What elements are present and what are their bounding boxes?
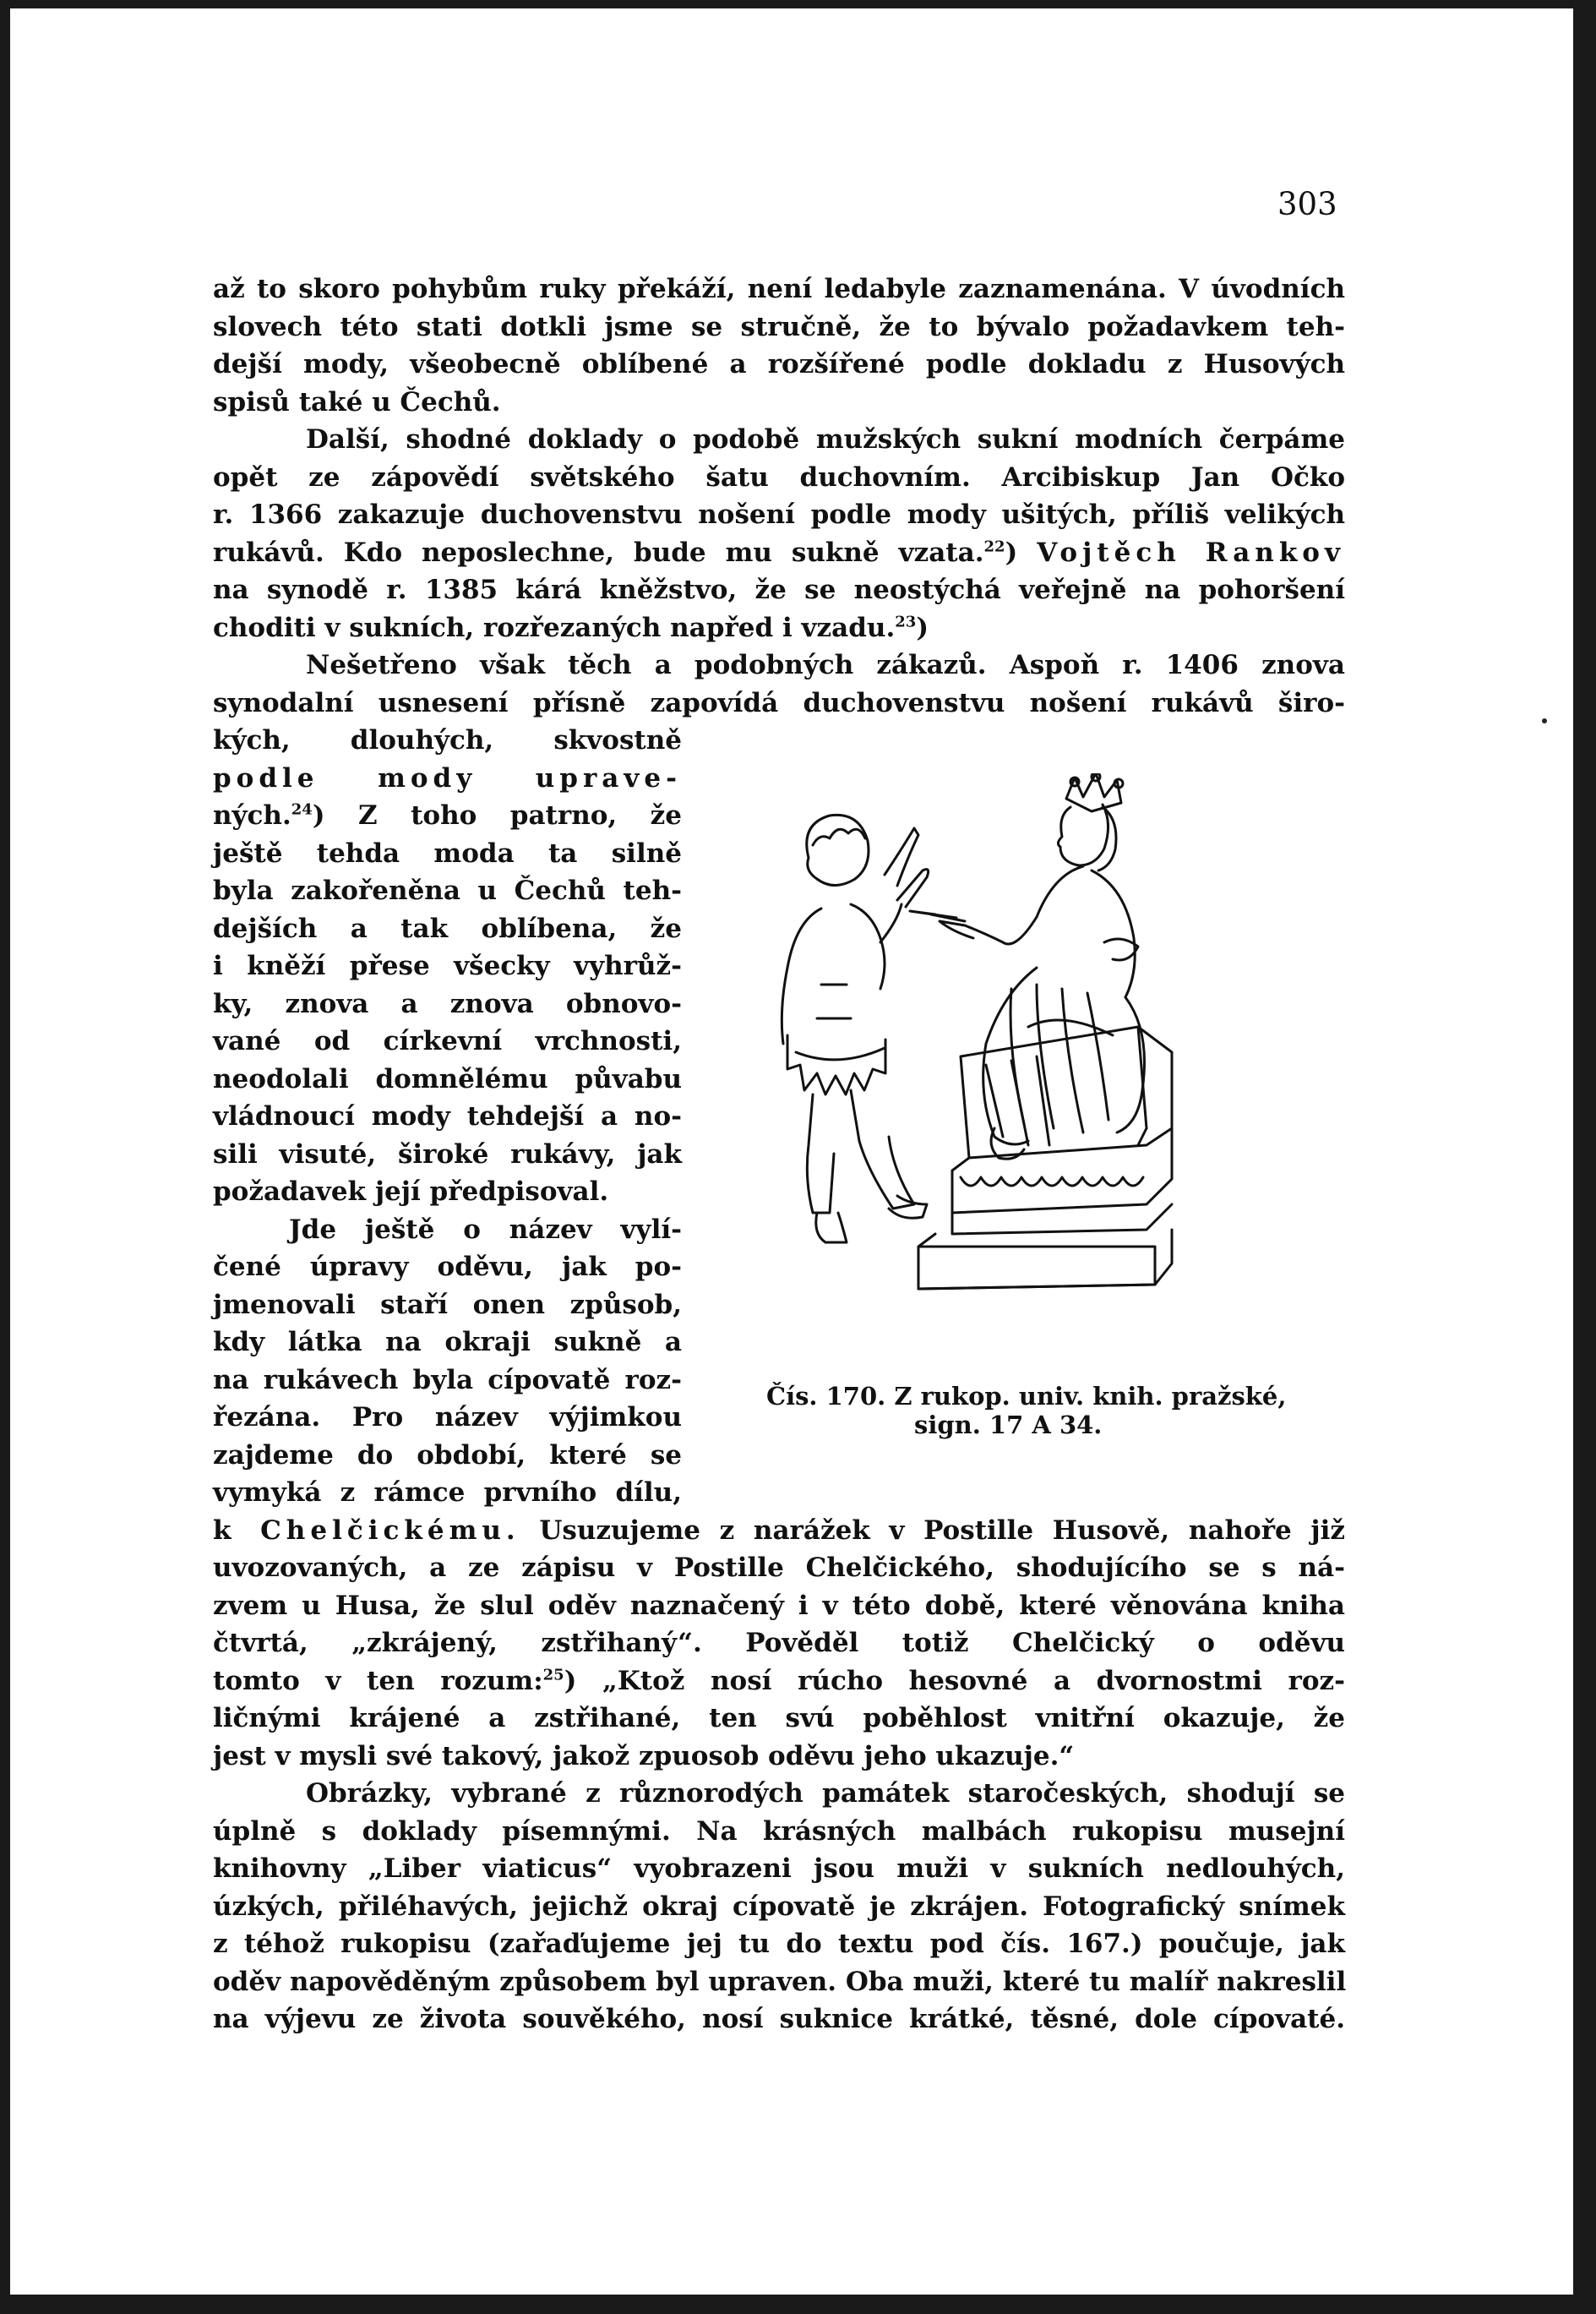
text-line: úzkých, přiléhavých, jejichž okraj cípovatě je zkrájen. Fotografický snímek <box>213 1891 1345 1922</box>
text-line: dejších a tak oblíbena, že <box>213 913 682 944</box>
text-line <box>213 609 1345 647</box>
footnote-ref: 23 <box>895 613 917 631</box>
text-segment: „Ktož nosí rúcho hesovné a dvornostmi roz- <box>602 1665 1346 1696</box>
figure-illustration <box>749 773 1290 1365</box>
text-line: až to skoro pohybům ruky překáží, není ledabyle zaznamenána. V úvodních <box>213 274 1345 304</box>
text-line: Nešetřeno však těch a podobných zákazů. Aspoň r. 1406 znova <box>306 650 1345 680</box>
text-line <box>213 534 1345 572</box>
edge-mark <box>1542 718 1547 723</box>
text-segment: ných. <box>213 800 291 831</box>
text-line: na výjevu ze života souvěkého, nosí suknice krátké, těsné, dole cípovaté. <box>213 2004 1345 2034</box>
text-segment: choditi v sukních, rozřezaných napřed i vzadu. <box>213 612 896 643</box>
text-line: jest v mysli své takový, jakož zpuosob oděvu jeho ukazuje.“ <box>213 1740 1075 1771</box>
footnote-ref: 22 <box>983 538 1005 556</box>
text-line: byla zakořeněna u Čechů teh- <box>213 876 682 906</box>
text-line: spisů také u Čechů. <box>213 386 501 418</box>
text-line: r. 1366 zakazuje duchovenstvu nošení podle mody ušitých, příliš velikých <box>213 499 1345 530</box>
text-line: čené úpravy oděvu, jak po- <box>213 1252 682 1282</box>
footnote-ref: 24 <box>291 800 313 819</box>
text-segment: Usuzujeme z narážek v Postille Husově, nahoře již <box>539 1514 1345 1546</box>
text-line: knihovny „Liber viaticus“ vyobrazeni jsou muži v sukních nedlouhých, <box>213 1853 1345 1884</box>
text-line: synodalní usnesení přísně zapovídá duchovenstvu nošení rukávů širo- <box>213 687 1345 718</box>
text-line: na synodě r. 1385 kárá kněžstvo, že se neostýchá veřejně na pohoršení <box>213 575 1345 605</box>
text-line: Jde ještě o název vylí- <box>289 1214 682 1245</box>
text-line: požadavek její předpisoval. <box>213 1176 609 1207</box>
text-line: slovech této stati dotkli jsme se stručně, že to bývalo požadavkem teh- <box>213 311 1345 342</box>
text-line: ky, znova a znova obnovo- <box>213 988 682 1019</box>
king-and-youth-drawing <box>749 773 1290 1365</box>
page <box>10 8 1573 2295</box>
text-line: jmenovali staří onen způsob, <box>213 1289 682 1320</box>
text-line <box>213 1512 1345 1550</box>
page-number: 303 <box>1277 186 1337 222</box>
text-line: opět ze zápovědí světského šatu duchovním. Arcibiskup Jan Očko <box>213 461 1345 493</box>
caption-line: Čís. 170. Z rukop. univ. knih. pražské, <box>766 1382 1287 1411</box>
text-line: vládnoucí mody tehdejší a no- <box>213 1101 682 1132</box>
text-line: ještě tehda moda ta silně <box>213 838 682 869</box>
text-line: neodolali domnělému půvabu <box>213 1063 682 1094</box>
text-segment: tomto v ten rozum: <box>213 1665 543 1696</box>
paren: ) <box>916 612 929 643</box>
text-segment: Z toho patrno, že <box>357 800 683 831</box>
text-line: uvozovaných, a ze zápisu v Postille Chelčického, shodujícího se s ná- <box>213 1553 1345 1583</box>
text-line: dejší mody, všeobecně oblíbené a rozšířené podle dokladu z Husových <box>213 349 1345 379</box>
paren: ) <box>1005 537 1018 568</box>
text-line: sili visuté, široké rukávy, jak <box>213 1138 682 1170</box>
text-line <box>213 1662 1345 1700</box>
paren: ) <box>312 800 325 831</box>
text-line: podle mody uprave- <box>213 762 682 794</box>
text-line: Obrázky, vybrané z různorodých památek staročeských, shodují se <box>306 1778 1345 1809</box>
text-line: vané od církevní vrchnosti, <box>213 1026 682 1056</box>
text-line: kých, dlouhých, skvostně <box>213 725 682 756</box>
text-line: oděv napověděným způsobem byl upraven. Oba muži, které tu malíř nakreslil <box>213 1966 1347 1997</box>
text-line: čtvrtá, „zkrájený, zstřihaný“. Pověděl totiž Chelčický o oděvu <box>213 1628 1345 1658</box>
footnote-ref: 25 <box>542 1666 564 1684</box>
text-line: i kněží přese všecky vyhrůž- <box>213 951 682 981</box>
spaced-name: Vojtěch Rankov <box>1037 537 1345 568</box>
spaced-name: k Chelčickému. <box>213 1514 520 1546</box>
figure-caption <box>766 1382 1341 1439</box>
text-line: vymyká z rámce prvního dílu, <box>213 1477 682 1508</box>
text-line: na rukávech byla cípovatě roz- <box>213 1364 682 1395</box>
caption-line: sign. 17 A 34. <box>914 1411 1103 1439</box>
text-segment: rukávů. Kdo neposlechne, bude mu sukně vzata. <box>213 537 984 568</box>
text-line: zvem u Husa, že slul oděv naznačený i v této době, které věnována kniha <box>213 1590 1345 1621</box>
text-line: Další, shodné doklady o podobě mužských sukní modních čerpáme <box>306 424 1345 455</box>
paren: ) <box>564 1665 577 1696</box>
text-line: ličnými krájené a zstřihané, ten svú poběhlost vnitřní okazuje, že <box>213 1703 1345 1733</box>
text-line: kdy látka na okraji sukně a <box>213 1327 682 1357</box>
text-line: z téhož rukopisu (zařaďujeme jej tu do textu pod čís. 167.) poučuje, jak <box>213 1929 1345 1959</box>
text-line: řezána. Pro název výjimkou <box>213 1402 682 1433</box>
text-line <box>213 797 682 835</box>
text-line: zajdeme do období, které se <box>213 1439 682 1471</box>
text-line: úplně s doklady písemnými. Na krásných malbách rukopisu musejní <box>213 1815 1345 1847</box>
